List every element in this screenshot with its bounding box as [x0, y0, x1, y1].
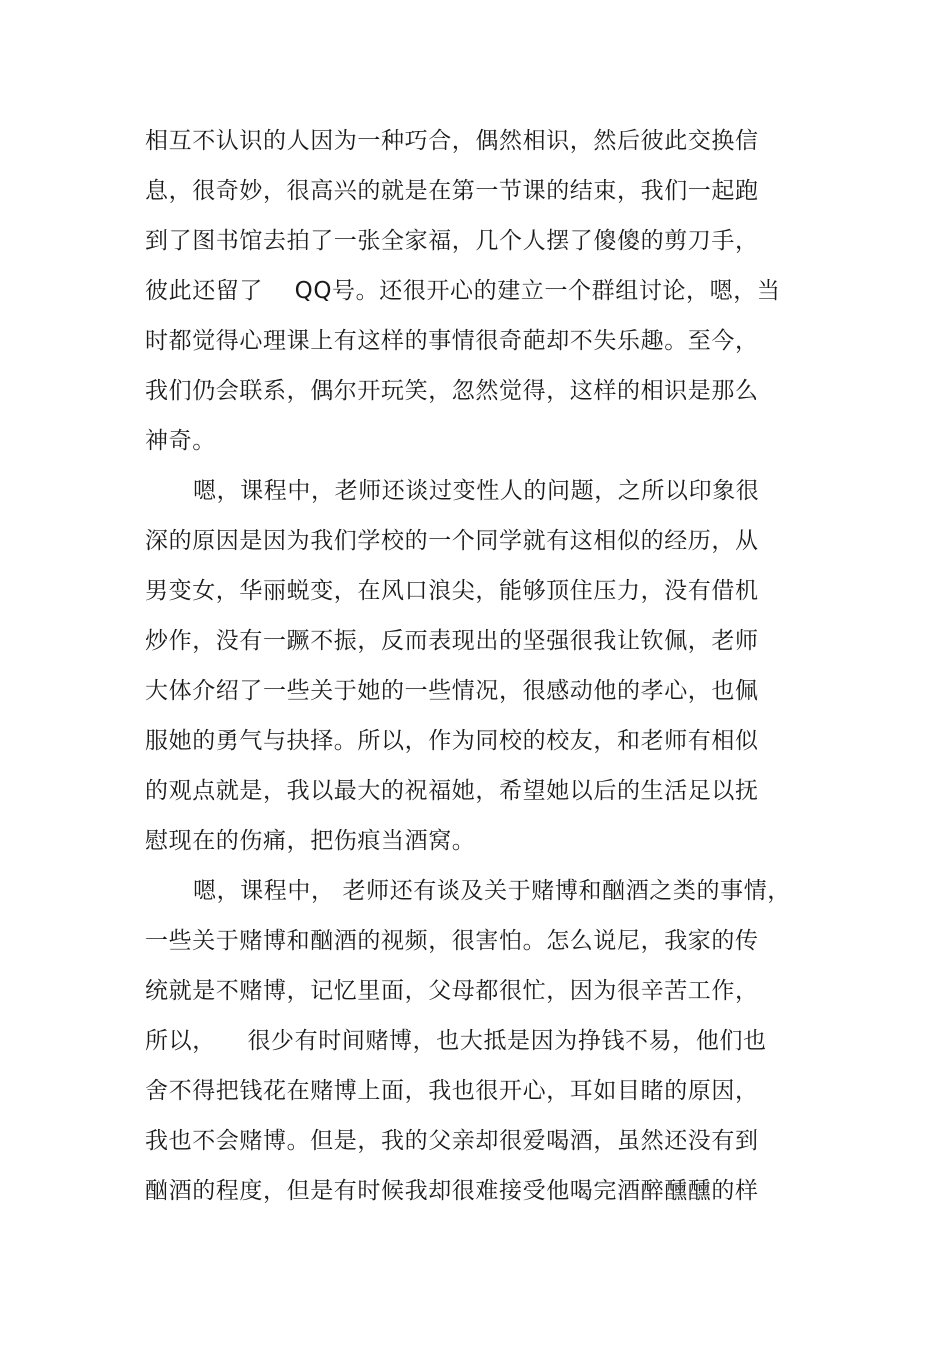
text-line: 神奇。 — [145, 428, 216, 454]
text-line: 深的原因是因为我们学校的一个同学就有这相似的经历，从 — [145, 528, 759, 554]
text-line: 统就是不赌博，记忆里面，父母都很忙，因为很辛苦工作， — [145, 978, 759, 1004]
text-line: 男变女，华丽蜕变，在风口浪尖，能够顶住压力，没有借机 — [145, 578, 759, 604]
text-line: 舍不得把钱花在赌博上面，我也很开心，耳如目睹的原因， — [145, 1078, 759, 1104]
text-line: 的观点就是，我以最大的祝福她，希望她以后的生活足以抚 — [145, 778, 759, 804]
text-line: 所以， 很少有时间赌博，也大抵是因为挣钱不易，他们也 — [145, 1028, 767, 1054]
text-line: 一些关于赌博和酗酒的视频，很害怕。怎么说尼，我家的传 — [145, 928, 759, 954]
text-line: 酗酒的程度，但是有时候我却很难接受他喝完酒醉醺醺的样 — [145, 1178, 759, 1204]
text-line: 我们仍会联系，偶尔开玩笑，忽然觉得，这样的相识是那么 — [145, 378, 759, 404]
text-line: 嗯，课程中，老师还谈过变性人的问题，之所以印象很 — [193, 478, 760, 504]
text-line: 时都觉得心理课上有这样的事情很奇葩却不失乐趣。至今， — [145, 328, 759, 354]
text-line: 彼此还留了 QQ号。还很开心的建立一个群组讨论，嗯，当 — [145, 278, 781, 304]
text-line: 炒作，没有一蹶不振，反而表现出的坚强很我让钦佩，老师 — [145, 628, 759, 654]
paragraph-3 — [145, 866, 791, 1216]
text-line: 我也不会赌博。但是，我的父亲却很爱喝酒，虽然还没有到 — [145, 1128, 759, 1154]
text-line: 嗯，课程中， 老师还有谈及关于赌博和酗酒之类的事情， — [193, 878, 791, 904]
text-line: 息，很奇妙，很高兴的就是在第一节课的结束，我们一起跑 — [145, 178, 759, 204]
paragraph-2 — [145, 466, 785, 866]
document-body — [145, 116, 791, 1216]
text-line: 大体介绍了一些关于她的一些情况，很感动他的孝心，也佩 — [145, 678, 759, 704]
text-line: 到了图书馆去拍了一张全家福，几个人摆了傻傻的剪刀手， — [145, 228, 759, 254]
paragraph-1 — [145, 116, 785, 466]
text-line: 慰现在的伤痛，把伤痕当酒窝。 — [145, 828, 476, 854]
text-line: 相互不认识的人因为一种巧合，偶然相识，然后彼此交换信 — [145, 128, 759, 154]
text-line: 服她的勇气与抉择。所以，作为同校的校友，和老师有相似 — [145, 728, 759, 754]
